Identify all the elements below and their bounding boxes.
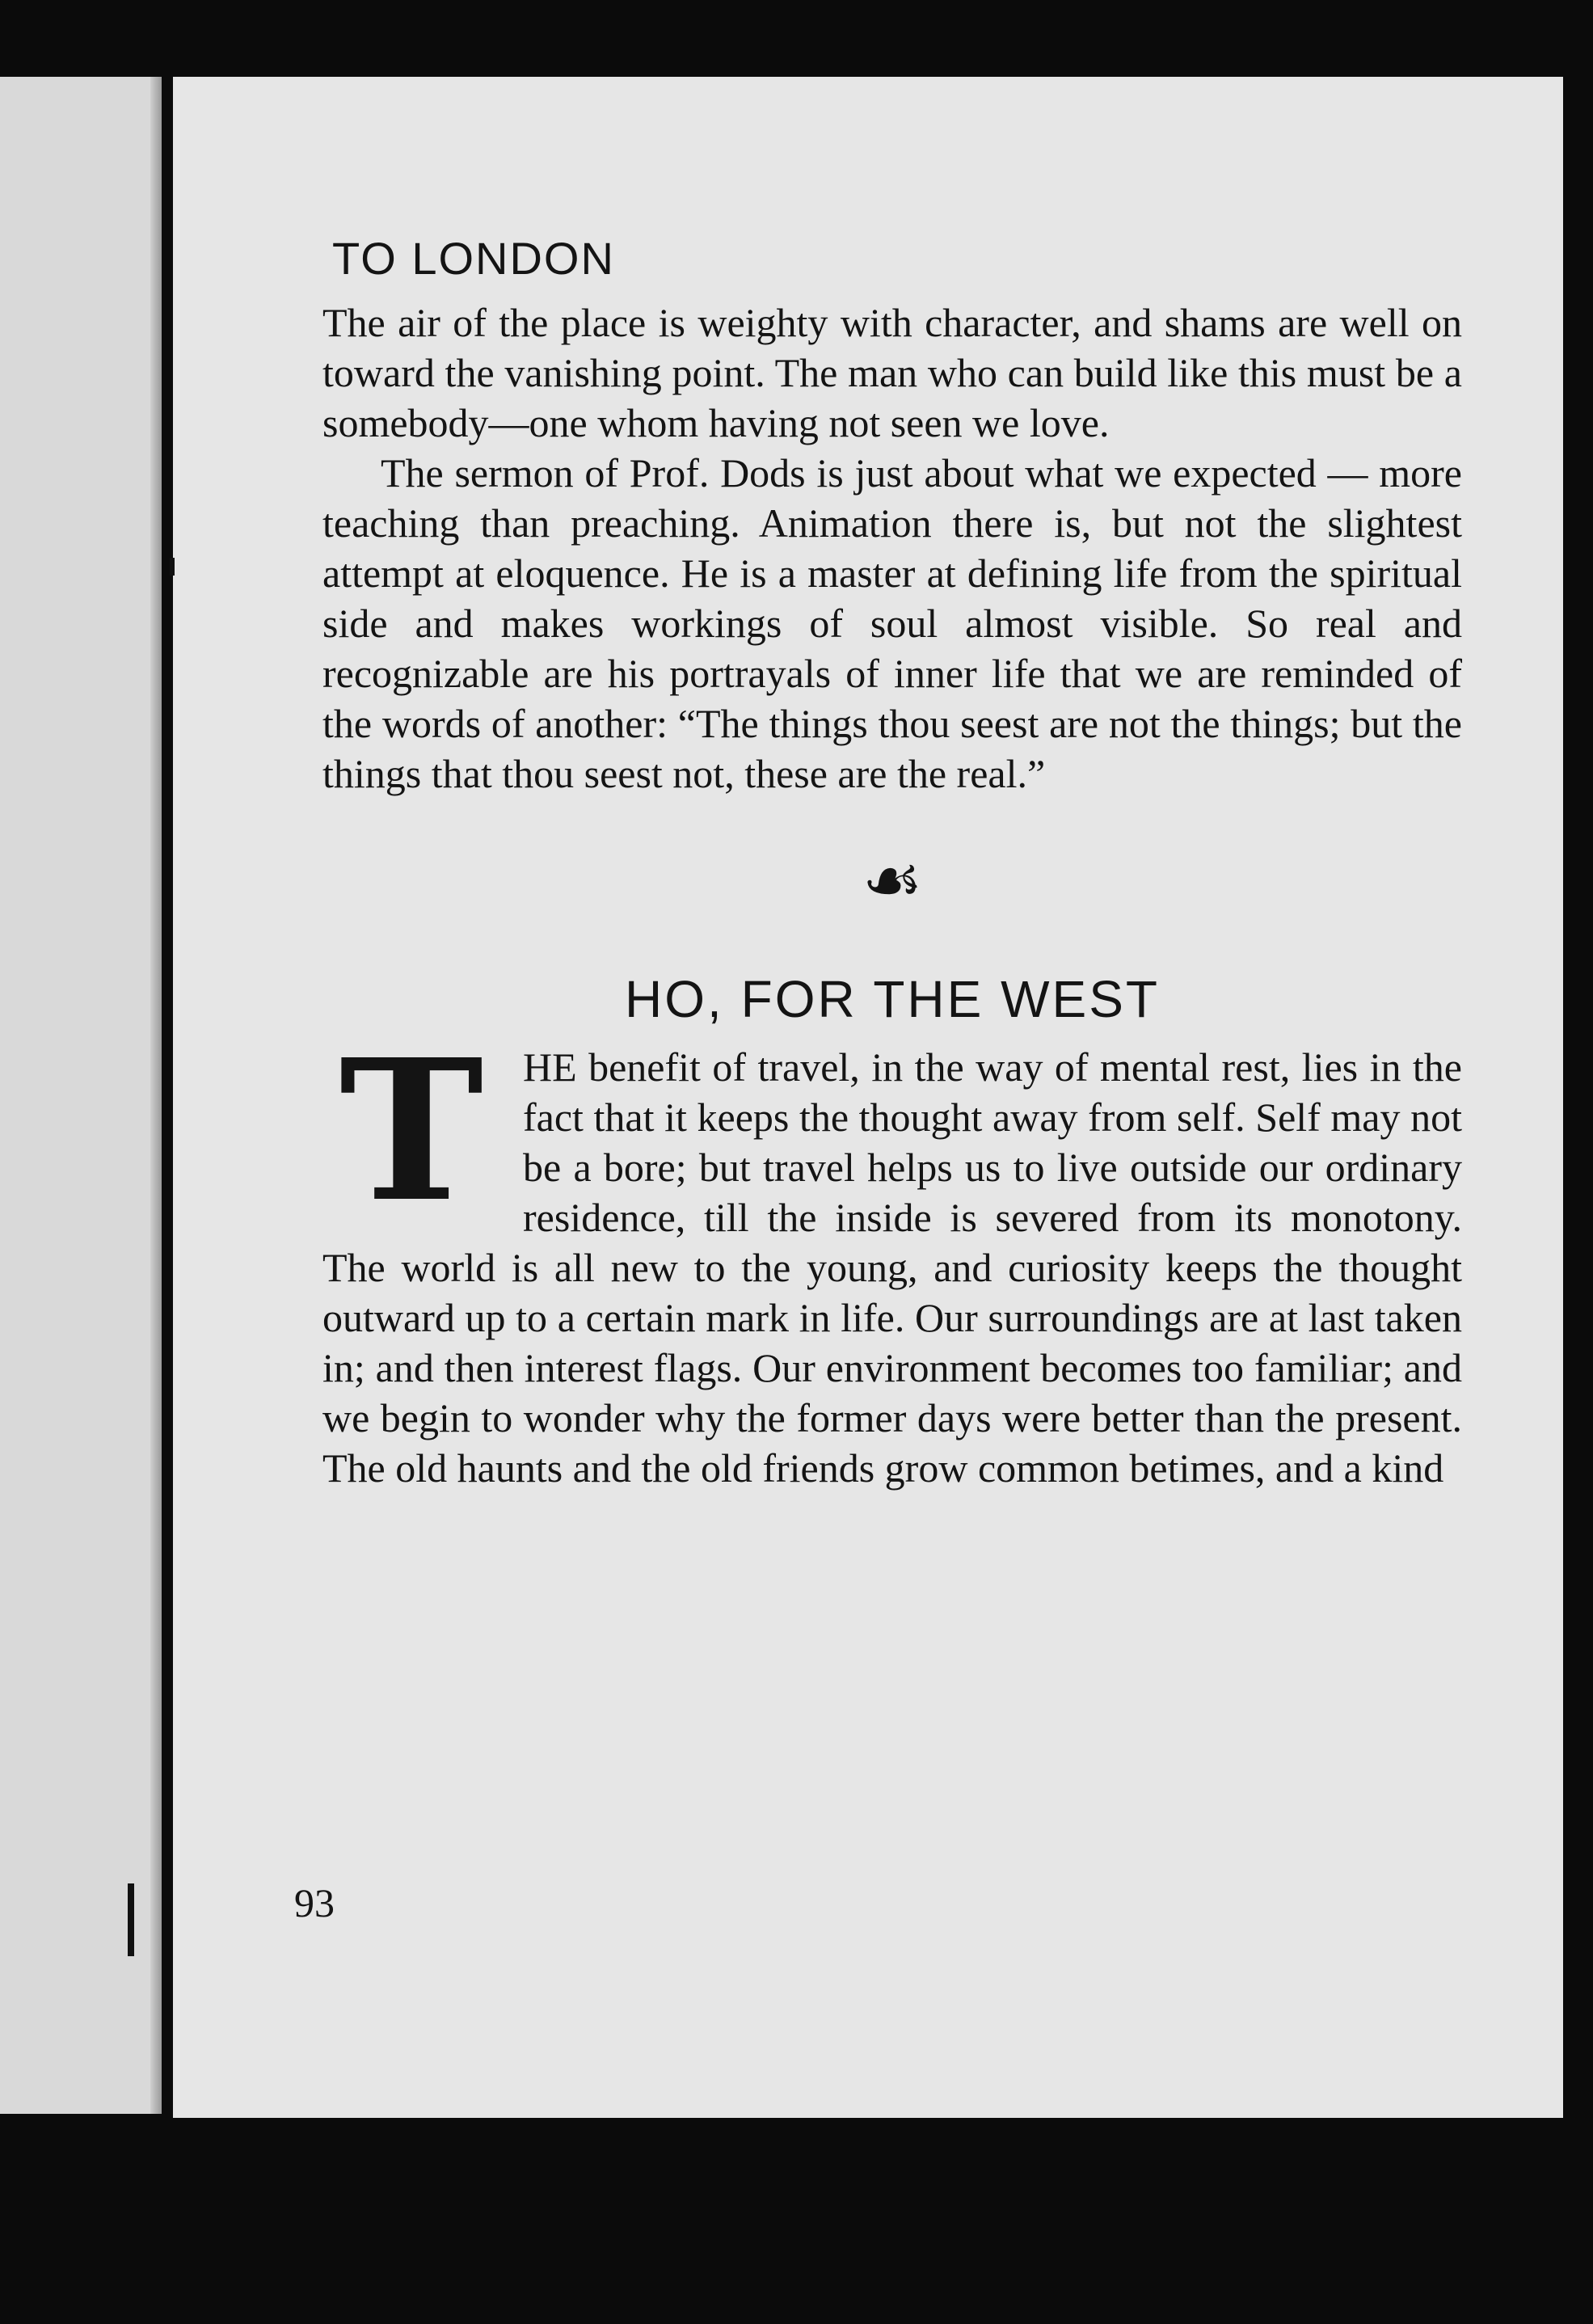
fleuron-ornament: ☙	[862, 844, 923, 919]
page-number: 93	[294, 1880, 335, 1925]
dropcap-letter: T	[339, 1017, 484, 1245]
margin-mark-dot	[170, 558, 175, 576]
running-head: TO LONDON	[332, 233, 615, 284]
page-content	[322, 232, 1462, 1493]
left-page-edge	[0, 77, 162, 2114]
margin-mark-left	[128, 1883, 134, 1956]
paragraph-3: HE benefit of travel, in the way of mental rest, lies in the fact that it keeps the thought away from self. Self may not be a bore; but travel helps us to live outside our ordinary residence, till the inside is severed from its monotony. The world is all new to the young, and curiosity keeps the thought outward up to a certain mark in life. Our surroundings are at last taken in; and then interest flags. Our environment becomes too familiar; and we begin to wonder why the former days were better than the present. The old haunts and the old friends grow common betimes, and a kind	[322, 1044, 1462, 1491]
paragraph-1: The air of the place is weighty with character, and shams are well on toward the vanishing point. The man who can build like this must be a somebody—one whom having not seen we love.	[322, 300, 1462, 445]
section-title: HO, FOR THE WEST	[625, 970, 1160, 1028]
paragraph-2: The sermon of Prof. Dods is just about what we expected — more teaching than preaching. Animation there is, but not the slightest attempt at eloquence. He is a master at defining life from the spiritual side and makes workings of soul almost visible. So real and recognizable are his portrayals of inner life that we are reminded of the words of another: “The things thou seest are not the things; but the things that thou seest not, these are the real.”	[322, 450, 1462, 796]
book-page	[173, 77, 1563, 2118]
dropcap-paragraph	[322, 1017, 1462, 1493]
page-gutter	[150, 77, 162, 2114]
